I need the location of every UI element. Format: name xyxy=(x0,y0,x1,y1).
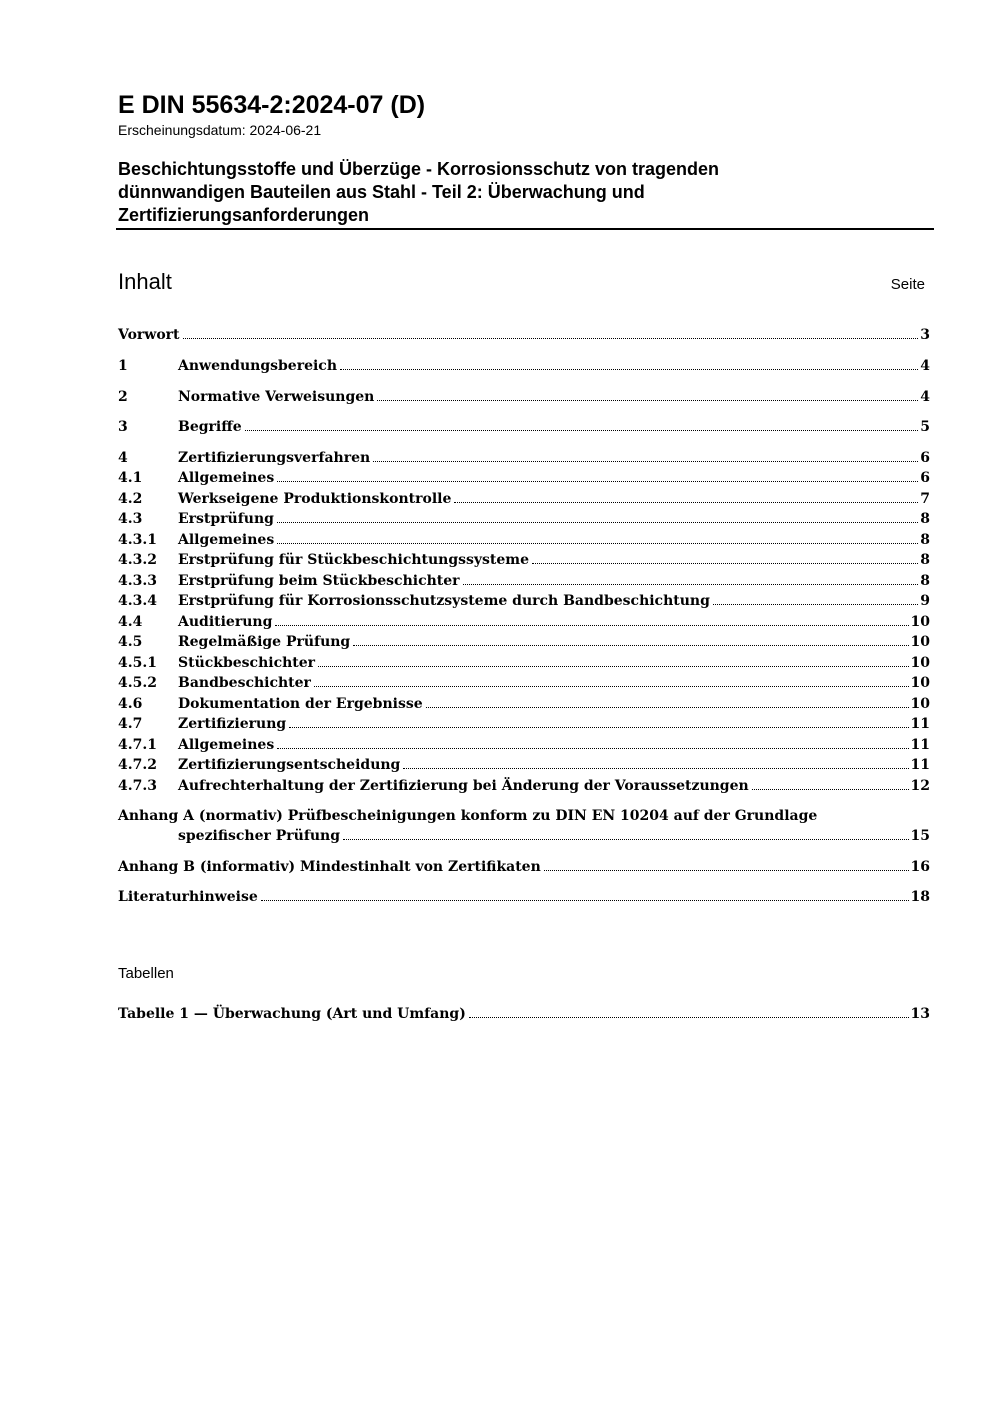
toc-entry-number: 4.3.4 xyxy=(118,593,157,609)
toc-entry-page: 11 xyxy=(910,716,930,732)
toc-entry-text: Tabelle 1 — Überwachung (Art und Umfang) xyxy=(118,1006,466,1022)
toc-leader-dots xyxy=(183,337,919,339)
toc-heading: Inhalt xyxy=(118,269,172,294)
toc-entry-page: 16 xyxy=(910,859,930,875)
document-title xyxy=(118,158,918,227)
toc-leader-dots xyxy=(373,460,918,462)
toc-entry-text: Auditierung xyxy=(178,614,273,630)
toc-entry-text: Zertifizierung xyxy=(178,716,287,732)
toc-entry-text: Werkseigene Produktionskontrolle xyxy=(178,491,452,507)
table-list-entry[interactable] xyxy=(118,1004,930,1024)
toc-leader-dots xyxy=(403,767,908,769)
toc-entry-text: Begriffe xyxy=(178,419,242,435)
toc-entry-text: Anhang A (normativ) Prüfbescheinigungen konform zu DIN EN 10204 auf der Grundlage xyxy=(118,808,818,824)
toc-entry[interactable] xyxy=(118,489,930,509)
toc-entry-text: Erstprüfung für Korrosionsschutzsysteme durch Bandbeschichtung xyxy=(178,593,710,609)
title-line: Beschichtungsstoffe und Überzüge - Korrosionsschutz von tragenden xyxy=(118,159,720,179)
toc-entry-number: 4.3.1 xyxy=(118,532,157,548)
toc-entry-page: 4 xyxy=(920,389,930,405)
toc-entry-page: 9 xyxy=(920,593,930,609)
toc-entry-text: Zertifizierungsentscheidung xyxy=(178,757,401,773)
toc-entry-page: 10 xyxy=(910,696,930,712)
toc-entry[interactable] xyxy=(118,550,930,570)
toc-entry[interactable] xyxy=(118,673,930,693)
toc-entry-page: 10 xyxy=(910,614,930,630)
toc-entry-page: 11 xyxy=(910,757,930,773)
toc-entry[interactable] xyxy=(118,755,930,775)
toc-entry-page: 12 xyxy=(910,778,930,794)
toc-entry-page: 13 xyxy=(910,1006,930,1022)
toc-entry-text: Normative Verweisungen xyxy=(178,389,375,405)
toc-leader-dots xyxy=(426,706,909,708)
toc-entry-text: Allgemeines xyxy=(178,737,275,753)
toc-entry-page: 10 xyxy=(910,675,930,691)
toc-entry[interactable] xyxy=(118,714,930,734)
toc-entry[interactable] xyxy=(118,653,930,673)
document-id: E DIN 55634-2:2024-07 (D) xyxy=(118,91,426,119)
title-line: dünnwandigen Bauteilen aus Stahl - Teil 2: Überwachung und xyxy=(118,182,645,202)
toc-entry-page: 6 xyxy=(920,470,930,486)
toc-entry-text: spezifischer Prüfung xyxy=(178,828,341,844)
toc-entry-page: 5 xyxy=(920,419,930,435)
toc-entry[interactable] xyxy=(118,356,930,376)
toc-entry[interactable] xyxy=(118,571,930,591)
toc-leader-dots xyxy=(277,480,918,482)
toc-entry[interactable] xyxy=(118,530,930,550)
toc-entry-text: Stückbeschichter xyxy=(178,655,316,671)
toc-entry-text: Anhang B (informativ) Mindestinhalt von Zertifikaten xyxy=(118,859,541,875)
toc-entry-page: 10 xyxy=(910,655,930,671)
toc-entry-text: Anwendungsbereich xyxy=(178,358,337,374)
toc-entry-annex-a[interactable] xyxy=(118,806,930,846)
toc-entry-text: Allgemeines xyxy=(178,532,275,548)
toc-entry-vorwort[interactable] xyxy=(118,325,930,345)
toc-entry-number: 4.5 xyxy=(118,634,143,650)
toc-leader-dots xyxy=(277,542,918,544)
toc-leader-dots xyxy=(377,399,918,401)
title-divider xyxy=(116,228,934,230)
toc-entry-number: 4.2 xyxy=(118,491,143,507)
toc-leader-dots xyxy=(261,899,909,901)
toc-leader-dots xyxy=(454,501,918,503)
toc-page-column-heading: Seite xyxy=(890,276,925,293)
toc-entry[interactable] xyxy=(118,387,930,407)
toc-leader-dots xyxy=(353,644,908,646)
toc-entry-page: 8 xyxy=(920,552,930,568)
toc-leader-dots xyxy=(289,726,908,728)
toc-leader-dots xyxy=(340,368,918,370)
toc-entry-page: 15 xyxy=(910,828,930,844)
toc-entry-number: 4.3.3 xyxy=(118,573,157,589)
toc-entry-number: 4.4 xyxy=(118,614,143,630)
toc-entry[interactable] xyxy=(118,776,930,796)
toc-entry-page: 7 xyxy=(920,491,930,507)
toc-entry-number: 4.7.3 xyxy=(118,778,157,794)
toc-leader-dots xyxy=(713,603,918,605)
toc-entry-number: 4.3.2 xyxy=(118,552,157,568)
tables-heading: Tabellen xyxy=(118,965,174,982)
toc-entry-page: 3 xyxy=(920,327,930,343)
toc-entry-text: Dokumentation der Ergebnisse xyxy=(178,696,423,712)
toc-entry-text: Erstprüfung xyxy=(178,511,274,527)
toc-entry[interactable] xyxy=(118,468,930,488)
toc-entry-page: 8 xyxy=(920,573,930,589)
toc-leader-dots xyxy=(532,562,918,564)
toc-entry-number: 3 xyxy=(118,419,128,435)
toc-entry[interactable] xyxy=(118,591,930,611)
toc-entry-number: 4.7.1 xyxy=(118,737,157,753)
publication-date: Erscheinungsdatum: 2024-06-21 xyxy=(118,122,322,138)
toc-entry-page: 10 xyxy=(910,634,930,650)
toc-entry-number: 1 xyxy=(118,358,128,374)
toc-entry-page: 4 xyxy=(920,358,930,374)
title-line: Zertifizierungsanforderungen xyxy=(118,205,370,225)
toc-entry-annex-b[interactable] xyxy=(118,857,930,877)
toc-entry-page: 8 xyxy=(920,532,930,548)
toc-entry[interactable] xyxy=(118,417,930,437)
toc-entry-number: 4.7 xyxy=(118,716,143,732)
toc-entry-number: 4 xyxy=(118,450,128,466)
toc-entry[interactable] xyxy=(118,612,930,632)
toc-entry-text: Allgemeines xyxy=(178,470,275,486)
toc-entry-text: Vorwort xyxy=(118,327,180,343)
toc-entry-number: 4.5.1 xyxy=(118,655,157,671)
toc-leader-dots xyxy=(343,838,908,840)
toc-entry-number: 4.3 xyxy=(118,511,143,527)
toc-entry-number: 4.5.2 xyxy=(118,675,157,691)
toc-entry-text: Regelmäßige Prüfung xyxy=(178,634,351,650)
toc-entry[interactable] xyxy=(118,632,930,652)
toc-entry-text: Literaturhinweise xyxy=(118,889,258,905)
toc-entry-page: 18 xyxy=(910,889,930,905)
toc-entry-number: 2 xyxy=(118,389,128,405)
toc-entry-page: 6 xyxy=(920,450,930,466)
toc-entry-page: 8 xyxy=(920,511,930,527)
toc-entry-text: Bandbeschichter xyxy=(178,675,311,691)
toc-entry-number: 4.6 xyxy=(118,696,143,712)
toc-leader-dots xyxy=(277,747,908,749)
toc-entry-number: 4.7.2 xyxy=(118,757,157,773)
toc-entry-text: Erstprüfung für Stückbeschichtungssysteme xyxy=(178,552,530,568)
toc-leader-dots xyxy=(463,583,919,585)
toc-entry-text: Aufrechterhaltung der Zertifizierung bei Änderung der Voraussetzungen xyxy=(178,778,749,794)
toc-entry-page: 11 xyxy=(910,737,930,753)
toc-leader-dots xyxy=(275,624,908,626)
toc-leader-dots xyxy=(277,521,918,523)
toc-leader-dots xyxy=(752,788,909,790)
toc-leader-dots xyxy=(314,685,909,687)
toc-entry[interactable] xyxy=(118,735,930,755)
toc-entry-bibliography[interactable] xyxy=(118,887,930,907)
toc-leader-dots xyxy=(245,429,919,431)
toc-entry-text: Zertifizierungsverfahren xyxy=(178,450,371,466)
toc-leader-dots xyxy=(469,1016,909,1018)
toc-entry-number: 4.1 xyxy=(118,470,143,486)
toc-entry[interactable] xyxy=(118,509,930,529)
toc-entry-text: Erstprüfung beim Stückbeschichter xyxy=(178,573,460,589)
toc-entry[interactable] xyxy=(118,694,930,714)
toc-leader-dots xyxy=(544,869,909,871)
toc-entry[interactable] xyxy=(118,448,930,468)
toc-leader-dots xyxy=(318,665,908,667)
